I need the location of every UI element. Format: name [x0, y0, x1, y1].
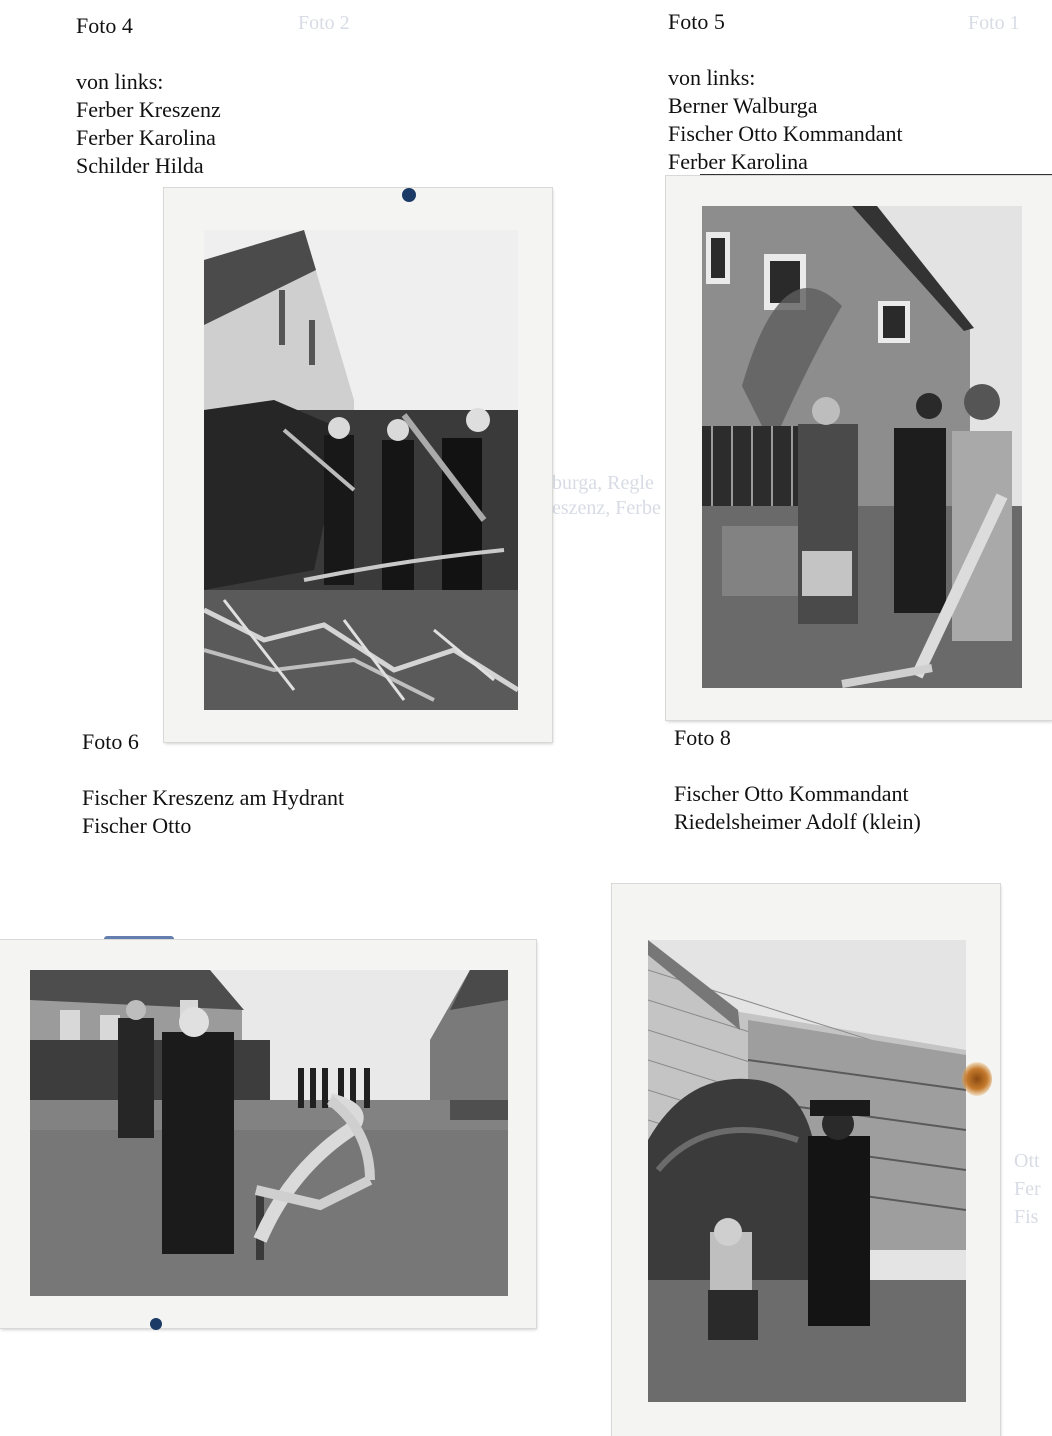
pin-mark-foto-6 — [150, 1318, 162, 1330]
photo-foto-6-image — [30, 970, 508, 1296]
pin-mark-foto-4 — [402, 188, 416, 202]
ghost-text-mid-2: eszenz, Ferbe — [552, 497, 661, 519]
ghost-text-right-1: Ott — [1014, 1150, 1040, 1172]
caption-foto-5-line-4: Ferber Karolina — [668, 149, 808, 174]
photo-print-foto-8 — [612, 884, 1000, 1436]
caption-foto-4-line-4: Schilder Hilda — [76, 153, 204, 178]
caption-foto-5 — [668, 8, 903, 176]
photo-print-foto-4 — [164, 188, 552, 742]
photo-foto-4-scene — [204, 230, 518, 710]
caption-foto-4-line-2: Ferber Kreszenz — [76, 97, 221, 122]
ghost-text-right-3: Fis — [1014, 1206, 1039, 1228]
ghost-text-mid-1: burga, Regle — [552, 472, 654, 494]
caption-foto-8 — [674, 724, 921, 836]
photo-foto-8-scene — [648, 940, 966, 1402]
photo-foto-5-scene — [702, 206, 1022, 688]
photo-foto-6-scene — [30, 970, 508, 1296]
photo-print-foto-5 — [666, 176, 1052, 720]
caption-foto-8-line-1: Fischer Otto Kommandant — [674, 781, 909, 806]
caption-foto-5-line-1: von links: — [668, 65, 756, 90]
caption-foto-5-title: Foto 5 — [668, 9, 725, 34]
caption-foto-6-line-1: Fischer Kreszenz am Hydrant — [82, 785, 345, 810]
photo-foto-4-image — [204, 230, 518, 710]
ghost-text-top-right: Foto 1 — [968, 12, 1020, 34]
caption-foto-4 — [76, 12, 221, 180]
print-edge-line-foto-5 — [700, 174, 1052, 175]
caption-foto-4-line-3: Ferber Karolina — [76, 125, 216, 150]
caption-foto-8-title: Foto 8 — [674, 725, 731, 750]
photo-foto-8-image — [648, 940, 966, 1402]
caption-foto-8-line-2: Riedelsheimer Adolf (klein) — [674, 809, 921, 834]
caption-foto-6-title: Foto 6 — [82, 729, 139, 754]
caption-foto-5-line-2: Berner Walburga — [668, 93, 818, 118]
caption-foto-4-line-1: von links: — [76, 69, 164, 94]
caption-foto-6-line-2: Fischer Otto — [82, 813, 192, 838]
caption-foto-4-title: Foto 4 — [76, 13, 133, 38]
caption-foto-5-line-3: Fischer Otto Kommandant — [668, 121, 903, 146]
photo-print-foto-6 — [0, 940, 536, 1328]
ghost-text-right-2: Fer — [1014, 1178, 1041, 1200]
ghost-text-top-left: Foto 2 — [298, 12, 350, 34]
photo-foto-5-image — [702, 206, 1022, 688]
stain-mark-foto-8 — [962, 1062, 992, 1096]
caption-foto-6 — [82, 728, 344, 840]
